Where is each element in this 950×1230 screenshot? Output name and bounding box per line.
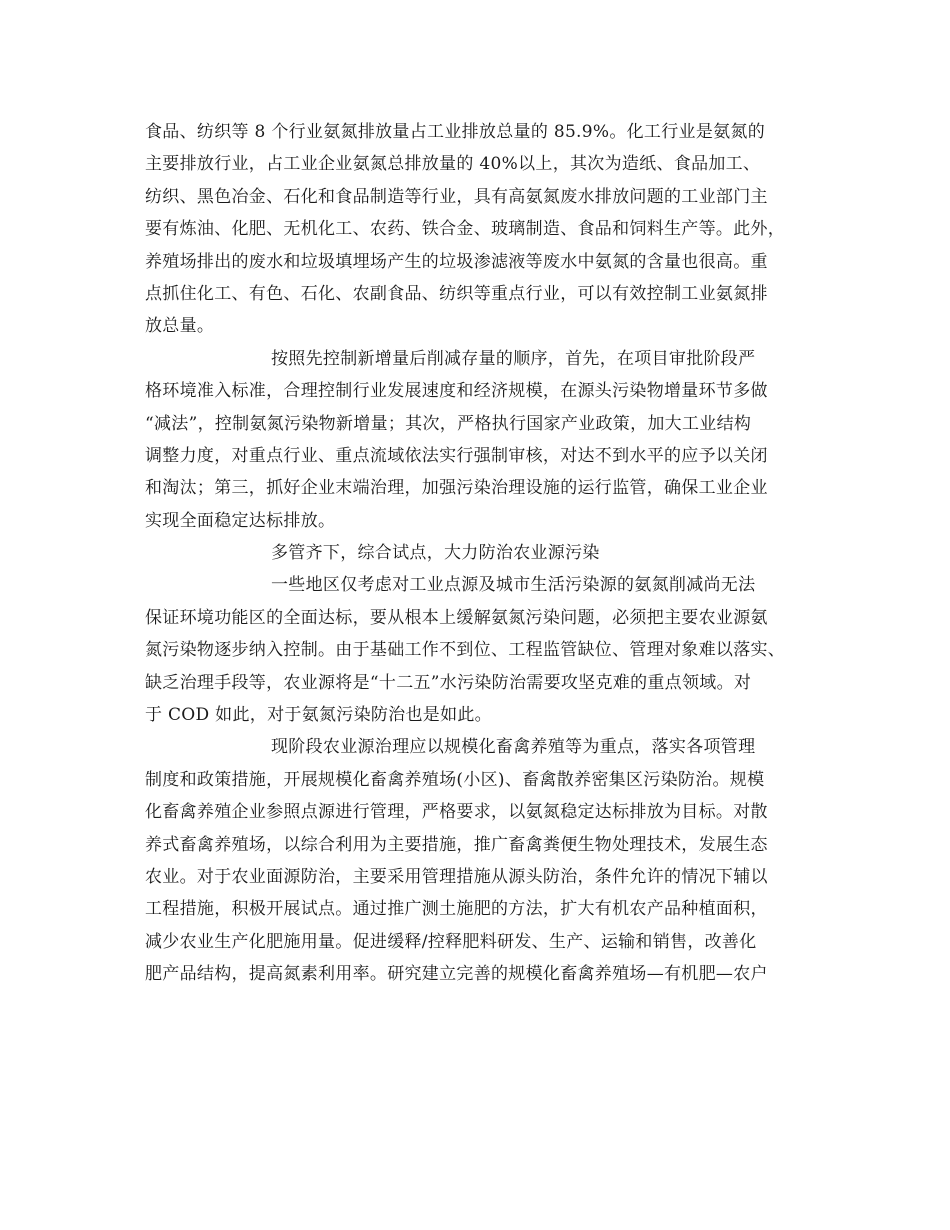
text-line: 氮污染物逐步纳入控制。由于基础工作不到位、工程监管缺位、管理对象难以落实、: [145, 640, 786, 661]
text-line: 主要排放行业，占工业企业氨氮总排放量的 40%以上，其次为造纸、食品加工、: [145, 154, 761, 175]
paragraph: [145, 731, 825, 990]
text-line: 减少农业生产化肥施用量。促进缓释/控释肥料研发、生产、运输和销售，改善化: [145, 931, 757, 952]
text-line: 点抓住化工、有色、石化、农副食品、纺织等重点行业，可以有效控制工业氨氮排: [145, 283, 768, 304]
text-line: 调整力度，对重点行业、重点流域依法实行强制审核，对达不到水平的应予以关闭: [145, 445, 768, 466]
text-line: 工程措施，积极开展试点。通过推广测土施肥的方法，扩大有机农产品种植面积，: [145, 899, 768, 920]
paragraph: [145, 569, 825, 731]
text-line: 化畜禽养殖企业参照点源进行管理，严格要求，以氨氮稳定达标排放为目标。对散: [145, 802, 768, 823]
paragraph: [145, 343, 825, 537]
text-line: 现阶段农业源治理应以规模化畜禽养殖等为重点，落实各项管理: [271, 737, 756, 758]
text-line: 多管齐下，综合试点，大力防治农业源污染: [271, 543, 600, 564]
text-line: 要有炼油、化肥、无机化工、农药、铁合金、玻璃制造、食品和饲料生产等。此外，: [145, 219, 786, 240]
text-line: 放总量。: [145, 316, 215, 337]
text-line: 纺织、黑色冶金、石化和食品制造等行业，具有高氨氮废水排放问题的工业部门主: [145, 186, 768, 207]
text-line: “减法”，控制氨氮污染物新增量；其次，严格执行国家产业政策，加大工业结构: [145, 413, 752, 434]
text-line: 格环境准入标准，合理控制行业发展速度和经济规模，在源头污染物增量环节多做: [145, 381, 768, 402]
text-line: 养式畜禽养殖场，以综合利用为主要措施，推广畜禽粪便生物处理技术，发展生态: [145, 834, 768, 855]
text-line: 制度和政策措施，开展规模化畜禽养殖场(小区)、畜禽散养密集区污染防治。规模: [145, 769, 765, 790]
text-line: 养殖场排出的废水和垃圾填埋场产生的垃圾渗滤液等废水中氨氮的含量也很高。重: [145, 251, 768, 272]
text-line: 缺乏治理手段等，农业源将是“十二五”水污染防治需要攻坚克难的重点领域。对: [145, 672, 752, 693]
text-line: 食品、纺织等 8 个行业氨氮排放量占工业排放总量的 85.9%。化工行业是氨氮的: [145, 122, 766, 142]
text-line: 一些地区仅考虑对工业点源及城市生活污染源的氨氮削减尚无法: [271, 575, 756, 596]
text-line: 保证环境功能区的全面达标，要从根本上缓解氨氮污染问题，必须把主要农业源氨: [145, 607, 768, 628]
text-line: 农业。对于农业面源防治，主要采用管理措施从源头防治，条件允许的情况下辅以: [145, 866, 768, 887]
document-body: [145, 116, 825, 991]
text-line: 于 COD 如此，对于氨氮污染防治也是如此。: [145, 705, 492, 726]
text-line: 肥产品结构，提高氮素利用率。研究建立完善的规模化畜禽养殖场—有机肥—农户: [145, 964, 768, 985]
paragraph: [145, 116, 825, 343]
text-line: 和淘汰；第三，抓好企业末端治理，加强污染治理设施的运行监管，确保工业企业: [145, 478, 768, 499]
paragraph: [145, 537, 825, 569]
text-line: 按照先控制新增量后削减存量的顺序，首先，在项目审批阶段严: [271, 348, 756, 369]
text-line: 实现全面稳定达标排放。: [145, 510, 336, 531]
